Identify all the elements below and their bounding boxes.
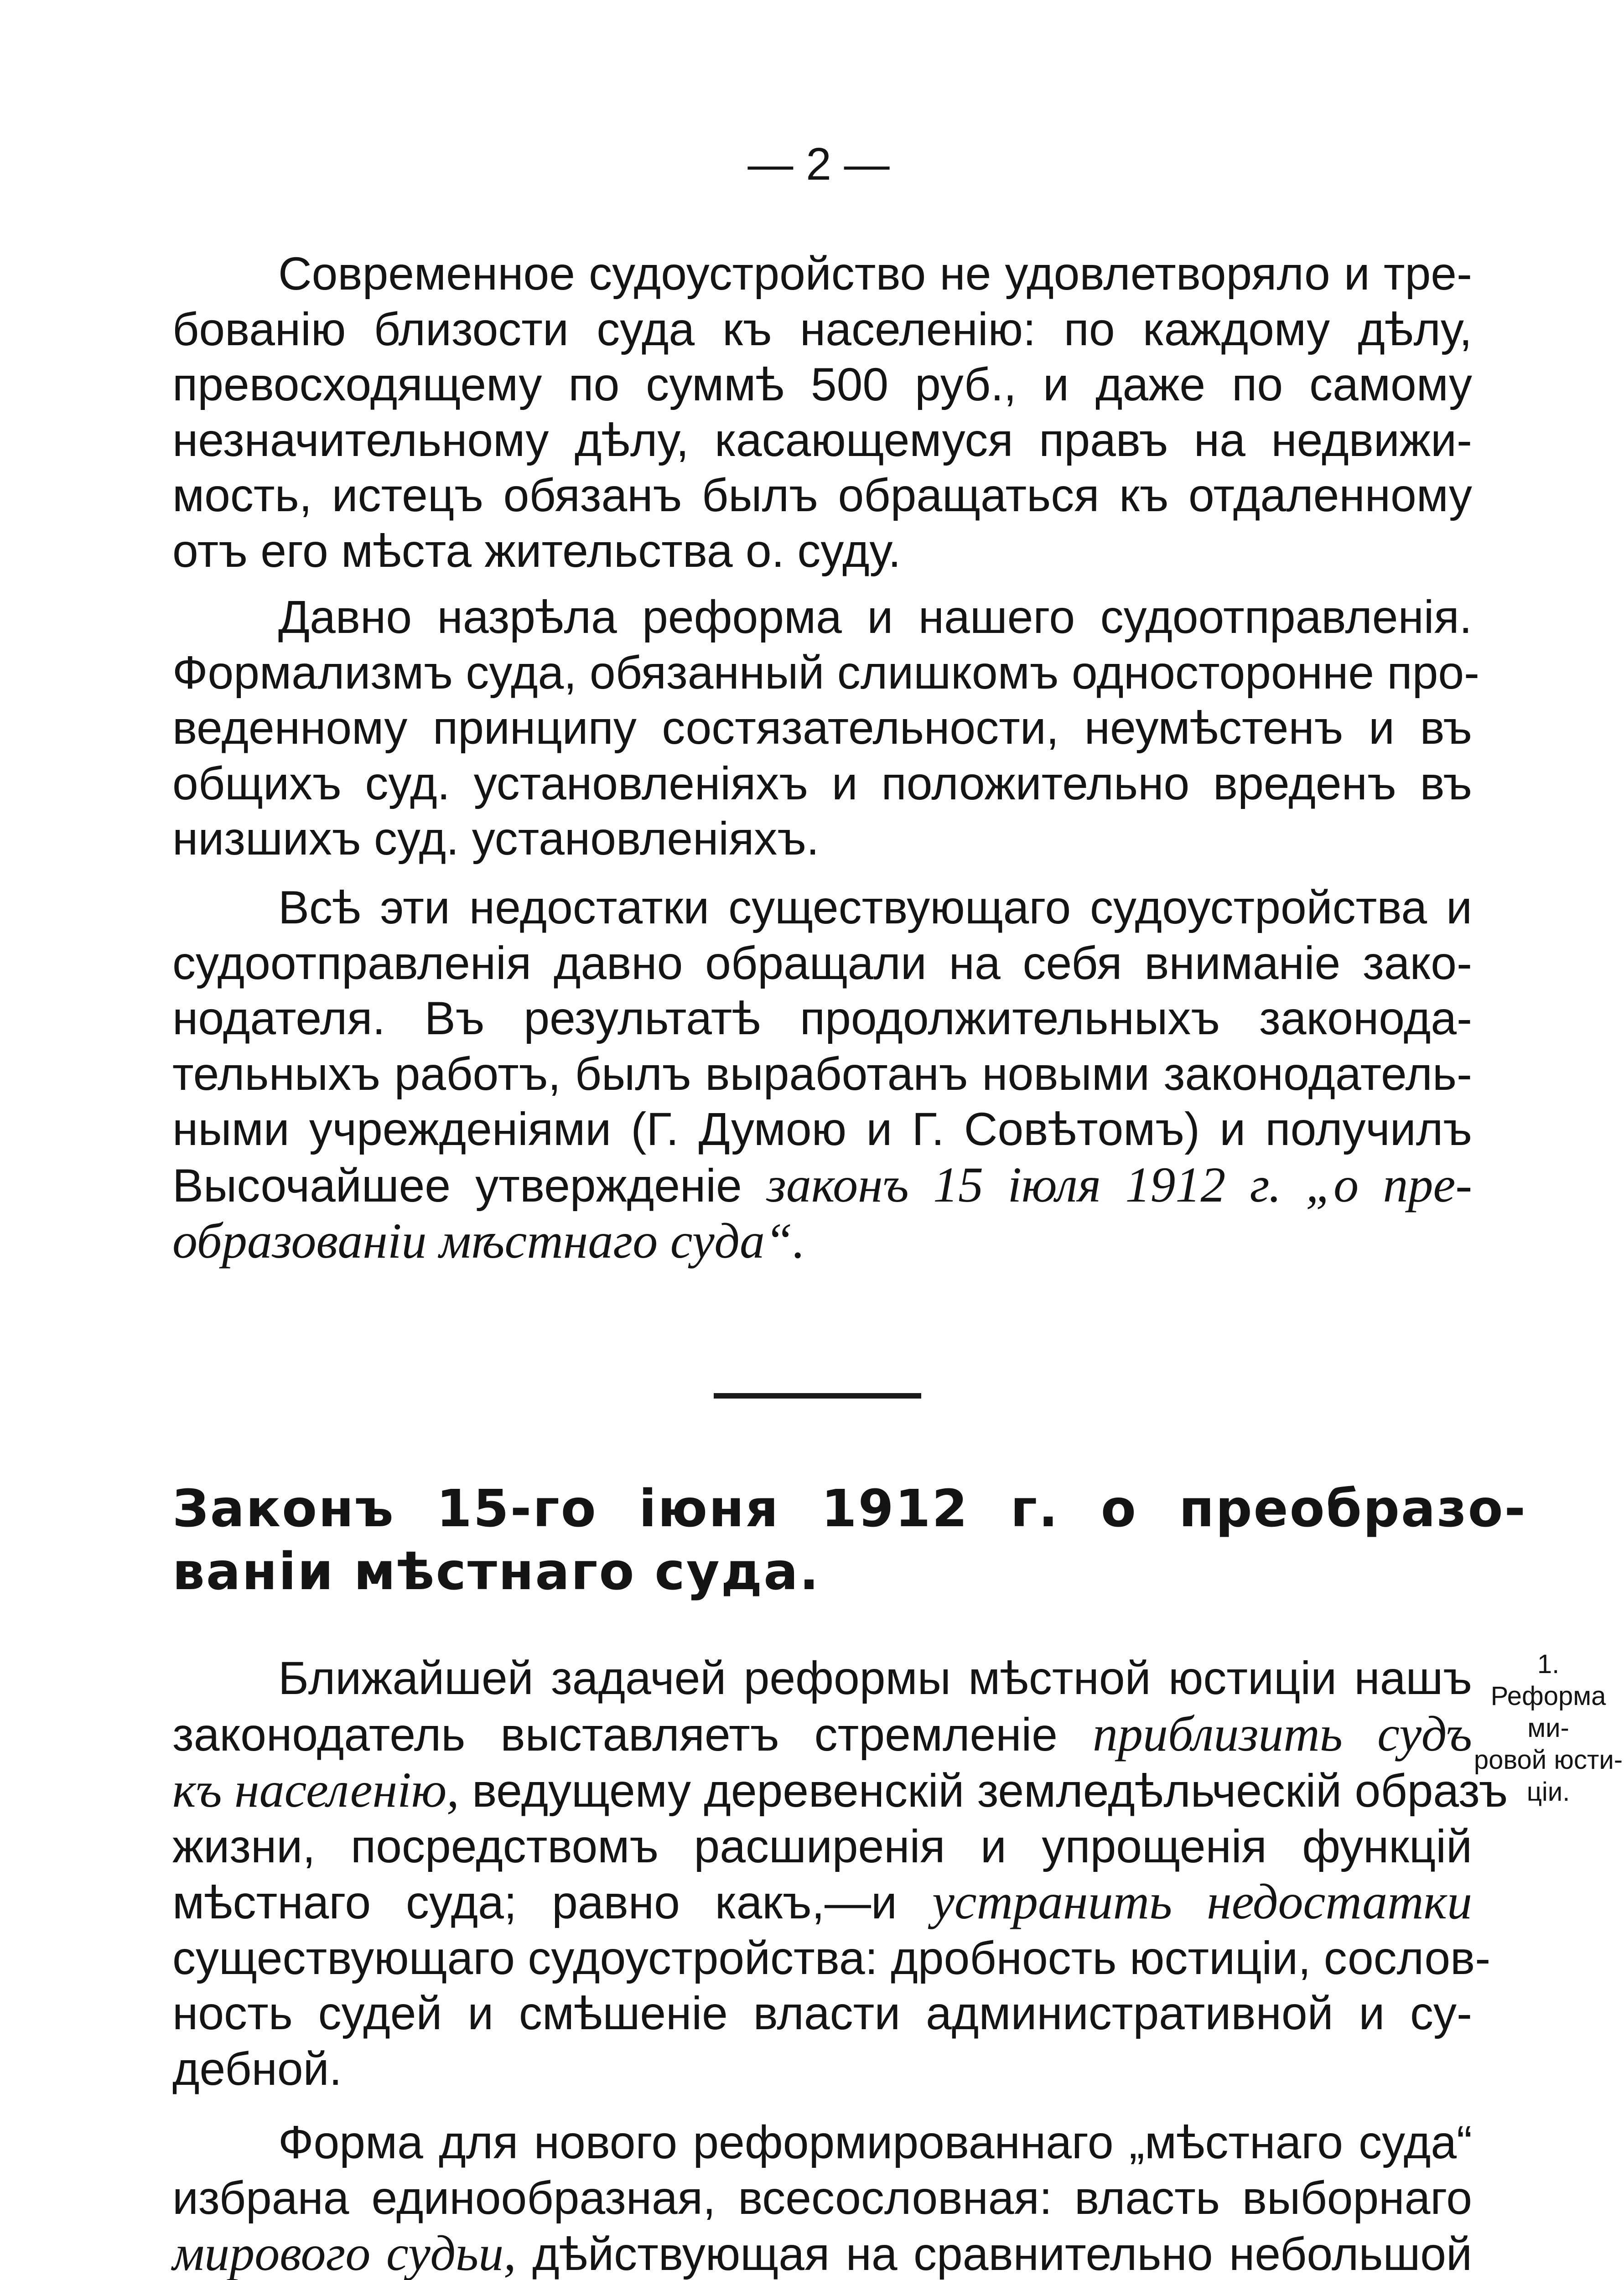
margin-note-line: ціи. [1526, 1777, 1570, 1807]
text-line: Современное судоустройство не удовлетворяло и тре- [278, 248, 1472, 300]
margin-note-number: 1. [1537, 1649, 1560, 1679]
heading-line: ваніи мѣстнаго суда. [172, 1542, 820, 1601]
text-line: судоотправленія давно обращали на себя вниманіе зако- [172, 937, 1472, 989]
text-plain: ведущему деревенскій земледѣльческій образъ [472, 1765, 1508, 1817]
text-plain: дѣйствующая на сравнительно небольшой [532, 2228, 1472, 2280]
margin-note-line: ровой юсти- [1474, 1745, 1623, 1775]
text-plain: мѣстнаго суда; равно какъ,—и [172, 1876, 898, 1928]
text-line: Всѣ эти недостатки существующаго судоустройства и [278, 881, 1472, 933]
text-line [172, 1762, 1508, 1819]
text-plain: Высочайшее утвержденіе [172, 1159, 742, 1212]
text-line: дебной. [172, 2042, 342, 2095]
section-heading [172, 1477, 1527, 1603]
text-line [172, 1157, 1472, 1214]
text-line: общихъ суд. установленіяхъ и положительно вреденъ въ [172, 757, 1472, 809]
margin-note-line: Реформа ми- [1490, 1681, 1606, 1743]
text-line: избрана единообразная, всесословная: власть выборнаго [172, 2171, 1472, 2224]
text-line: тельныхъ работъ, былъ выработанъ новыми законодатель- [172, 1047, 1472, 1100]
text-line: незначительному дѣлу, касающемуся правъ на недвижи- [172, 414, 1472, 466]
text-line: бованію близости суда къ населенію: по каждому дѣлу, [172, 303, 1472, 355]
heading-line: Законъ 15-го іюня 1912 г. о преобразо- [172, 1479, 1527, 1539]
text-line [172, 1874, 1472, 1931]
text-line: ными учрежденіями (Г. Думою и Г. Совѣтомъ) и получилъ [172, 1103, 1472, 1155]
paragraph-2 [172, 590, 1480, 867]
paragraph-5 [172, 2115, 1472, 2280]
emphasis-italic: устранить недостатки [932, 1874, 1472, 1929]
text-line [172, 1706, 1472, 1763]
text-line: Ближайшей задачей реформы мѣстной юстиціи нашъ [278, 1652, 1472, 1704]
text-line: Формализмъ суда, обязанный слишкомъ односторонне про- [172, 646, 1480, 699]
paragraph-3 [172, 880, 1472, 1270]
text-plain: законодатель выставляетъ стремленіе [172, 1708, 1058, 1761]
text-line: ность судей и смѣшеніе власти административной и су- [172, 1987, 1472, 2039]
text-line: жизни, посредствомъ расширенія и упрощенія функцій [172, 1820, 1472, 1872]
text-line: Форма для нового реформированнаго „мѣстнаго суда“ [278, 2116, 1472, 2168]
text-line: существующаго судоустройства: дробность юстиціи, сослов- [172, 1932, 1491, 1984]
text-line [172, 2226, 1472, 2280]
text-line: Давно назрѣла реформа и нашего судоотправленія. [278, 591, 1472, 643]
text-line: отъ его мѣста жительства о. суду. [172, 524, 901, 577]
text-line [172, 1213, 1472, 1270]
text-line: мость, истецъ обязанъ былъ обращаться къ отдаленному [172, 469, 1472, 521]
emphasis-italic: мирового судьи, [172, 2225, 516, 2280]
emphasis-italic: къ населенію, [172, 1762, 459, 1818]
section-divider [714, 1393, 921, 1399]
law-title-italic: образованіи мѣстнаго суда“. [172, 1213, 805, 1269]
paragraph-1 [172, 246, 1472, 579]
text-line: низшихъ суд. установленіяхъ. [172, 813, 820, 865]
text-line: веденному принципу состязательности, неумѣстенъ и въ [172, 702, 1472, 754]
text-line: превосходящему по суммѣ 500 руб., и даже по самому [172, 358, 1472, 410]
paragraph-4 [172, 1651, 1508, 2097]
text-line: нодателя. Въ результатѣ продолжительныхъ законода- [172, 992, 1472, 1044]
page-number: — 2 — [747, 139, 890, 190]
law-title-italic: законъ 15 іюля 1912 г. „о пре- [766, 1156, 1472, 1213]
emphasis-italic: приблизить судъ [1092, 1705, 1472, 1762]
